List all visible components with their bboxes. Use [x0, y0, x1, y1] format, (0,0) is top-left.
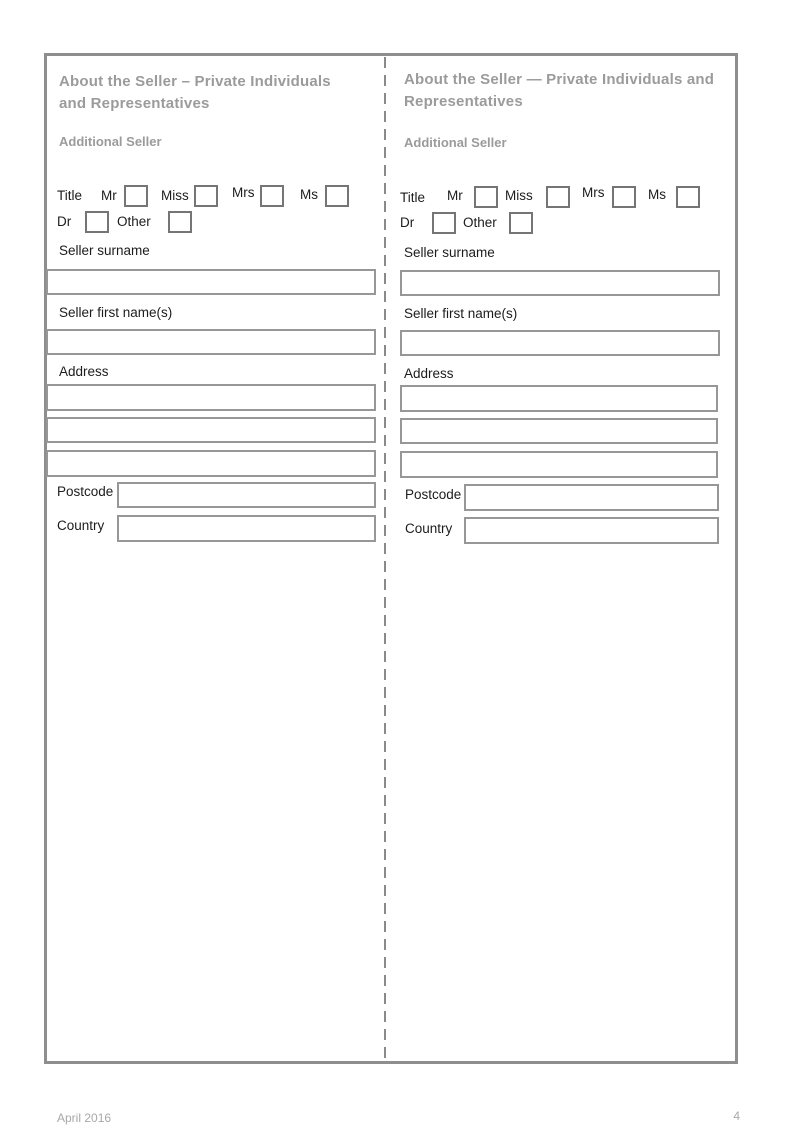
subsection-label-additional-seller: Additional Seller	[59, 134, 162, 149]
section-heading-line-2: and Representatives	[59, 95, 210, 112]
checkbox-label-mr: Mr	[447, 188, 463, 203]
title-field-label: Title	[57, 188, 83, 203]
title-field-label: Title	[400, 190, 426, 205]
checkbox-mrs[interactable]	[612, 186, 636, 208]
section-heading-line-2: Representatives	[404, 93, 523, 110]
seller-surname-input[interactable]	[400, 270, 720, 296]
checkbox-dr[interactable]	[85, 211, 109, 233]
address-line-2-input[interactable]	[46, 417, 376, 443]
seller-surname-label: Seller surname	[404, 245, 495, 260]
address-label: Address	[59, 364, 109, 379]
footer-page-number: 4	[733, 1109, 740, 1123]
checkbox-label-ms: Ms	[300, 187, 318, 202]
country-input[interactable]	[464, 517, 719, 544]
checkbox-miss[interactable]	[546, 186, 570, 208]
country-input[interactable]	[117, 515, 376, 542]
postcode-input[interactable]	[117, 482, 376, 508]
checkbox-label-other: Other	[117, 214, 151, 229]
form-column-right	[400, 53, 720, 1061]
checkbox-label-miss: Miss	[161, 188, 189, 203]
checkbox-label-mr: Mr	[101, 188, 117, 203]
footer-date: April 2016	[57, 1111, 112, 1125]
seller-first-names-input[interactable]	[46, 329, 376, 355]
seller-first-names-label: Seller first name(s)	[59, 305, 173, 320]
postcode-label: Postcode	[405, 487, 462, 502]
address-line-1-input[interactable]	[400, 385, 718, 412]
address-line-2-input[interactable]	[400, 418, 718, 444]
seller-first-names-label: Seller first name(s)	[404, 306, 518, 321]
checkbox-ms[interactable]	[325, 185, 349, 207]
address-line-3-input[interactable]	[400, 451, 718, 478]
checkbox-dr[interactable]	[432, 212, 456, 234]
seller-surname-input[interactable]	[46, 269, 376, 295]
checkbox-label-other: Other	[463, 215, 497, 230]
checkbox-other[interactable]	[509, 212, 533, 234]
checkbox-mr[interactable]	[124, 185, 148, 207]
checkbox-ms[interactable]	[676, 186, 700, 208]
subsection-label-additional-seller: Additional Seller	[404, 135, 507, 150]
section-heading-line-1: About the Seller – Private Individuals	[59, 73, 331, 90]
section-heading-line-1: About the Seller — Private Individuals and	[404, 71, 715, 88]
country-label: Country	[57, 518, 105, 533]
column-divider-dashed-line	[384, 57, 386, 1060]
postcode-input[interactable]	[464, 484, 719, 511]
form-column-left	[46, 53, 376, 1061]
checkbox-label-mrs: Mrs	[582, 185, 605, 200]
checkbox-mr[interactable]	[474, 186, 498, 208]
country-label: Country	[405, 521, 453, 536]
checkbox-label-dr: Dr	[57, 214, 72, 229]
checkbox-other[interactable]	[168, 211, 192, 233]
checkbox-miss[interactable]	[194, 185, 218, 207]
checkbox-label-miss: Miss	[505, 188, 533, 203]
seller-surname-label: Seller surname	[59, 243, 150, 258]
checkbox-label-mrs: Mrs	[232, 185, 255, 200]
checkbox-label-ms: Ms	[648, 187, 666, 202]
seller-first-names-input[interactable]	[400, 330, 720, 356]
checkbox-label-dr: Dr	[400, 215, 415, 230]
address-line-3-input[interactable]	[46, 450, 376, 477]
address-label: Address	[404, 366, 454, 381]
postcode-label: Postcode	[57, 484, 114, 499]
checkbox-mrs[interactable]	[260, 185, 284, 207]
address-line-1-input[interactable]	[46, 384, 376, 411]
